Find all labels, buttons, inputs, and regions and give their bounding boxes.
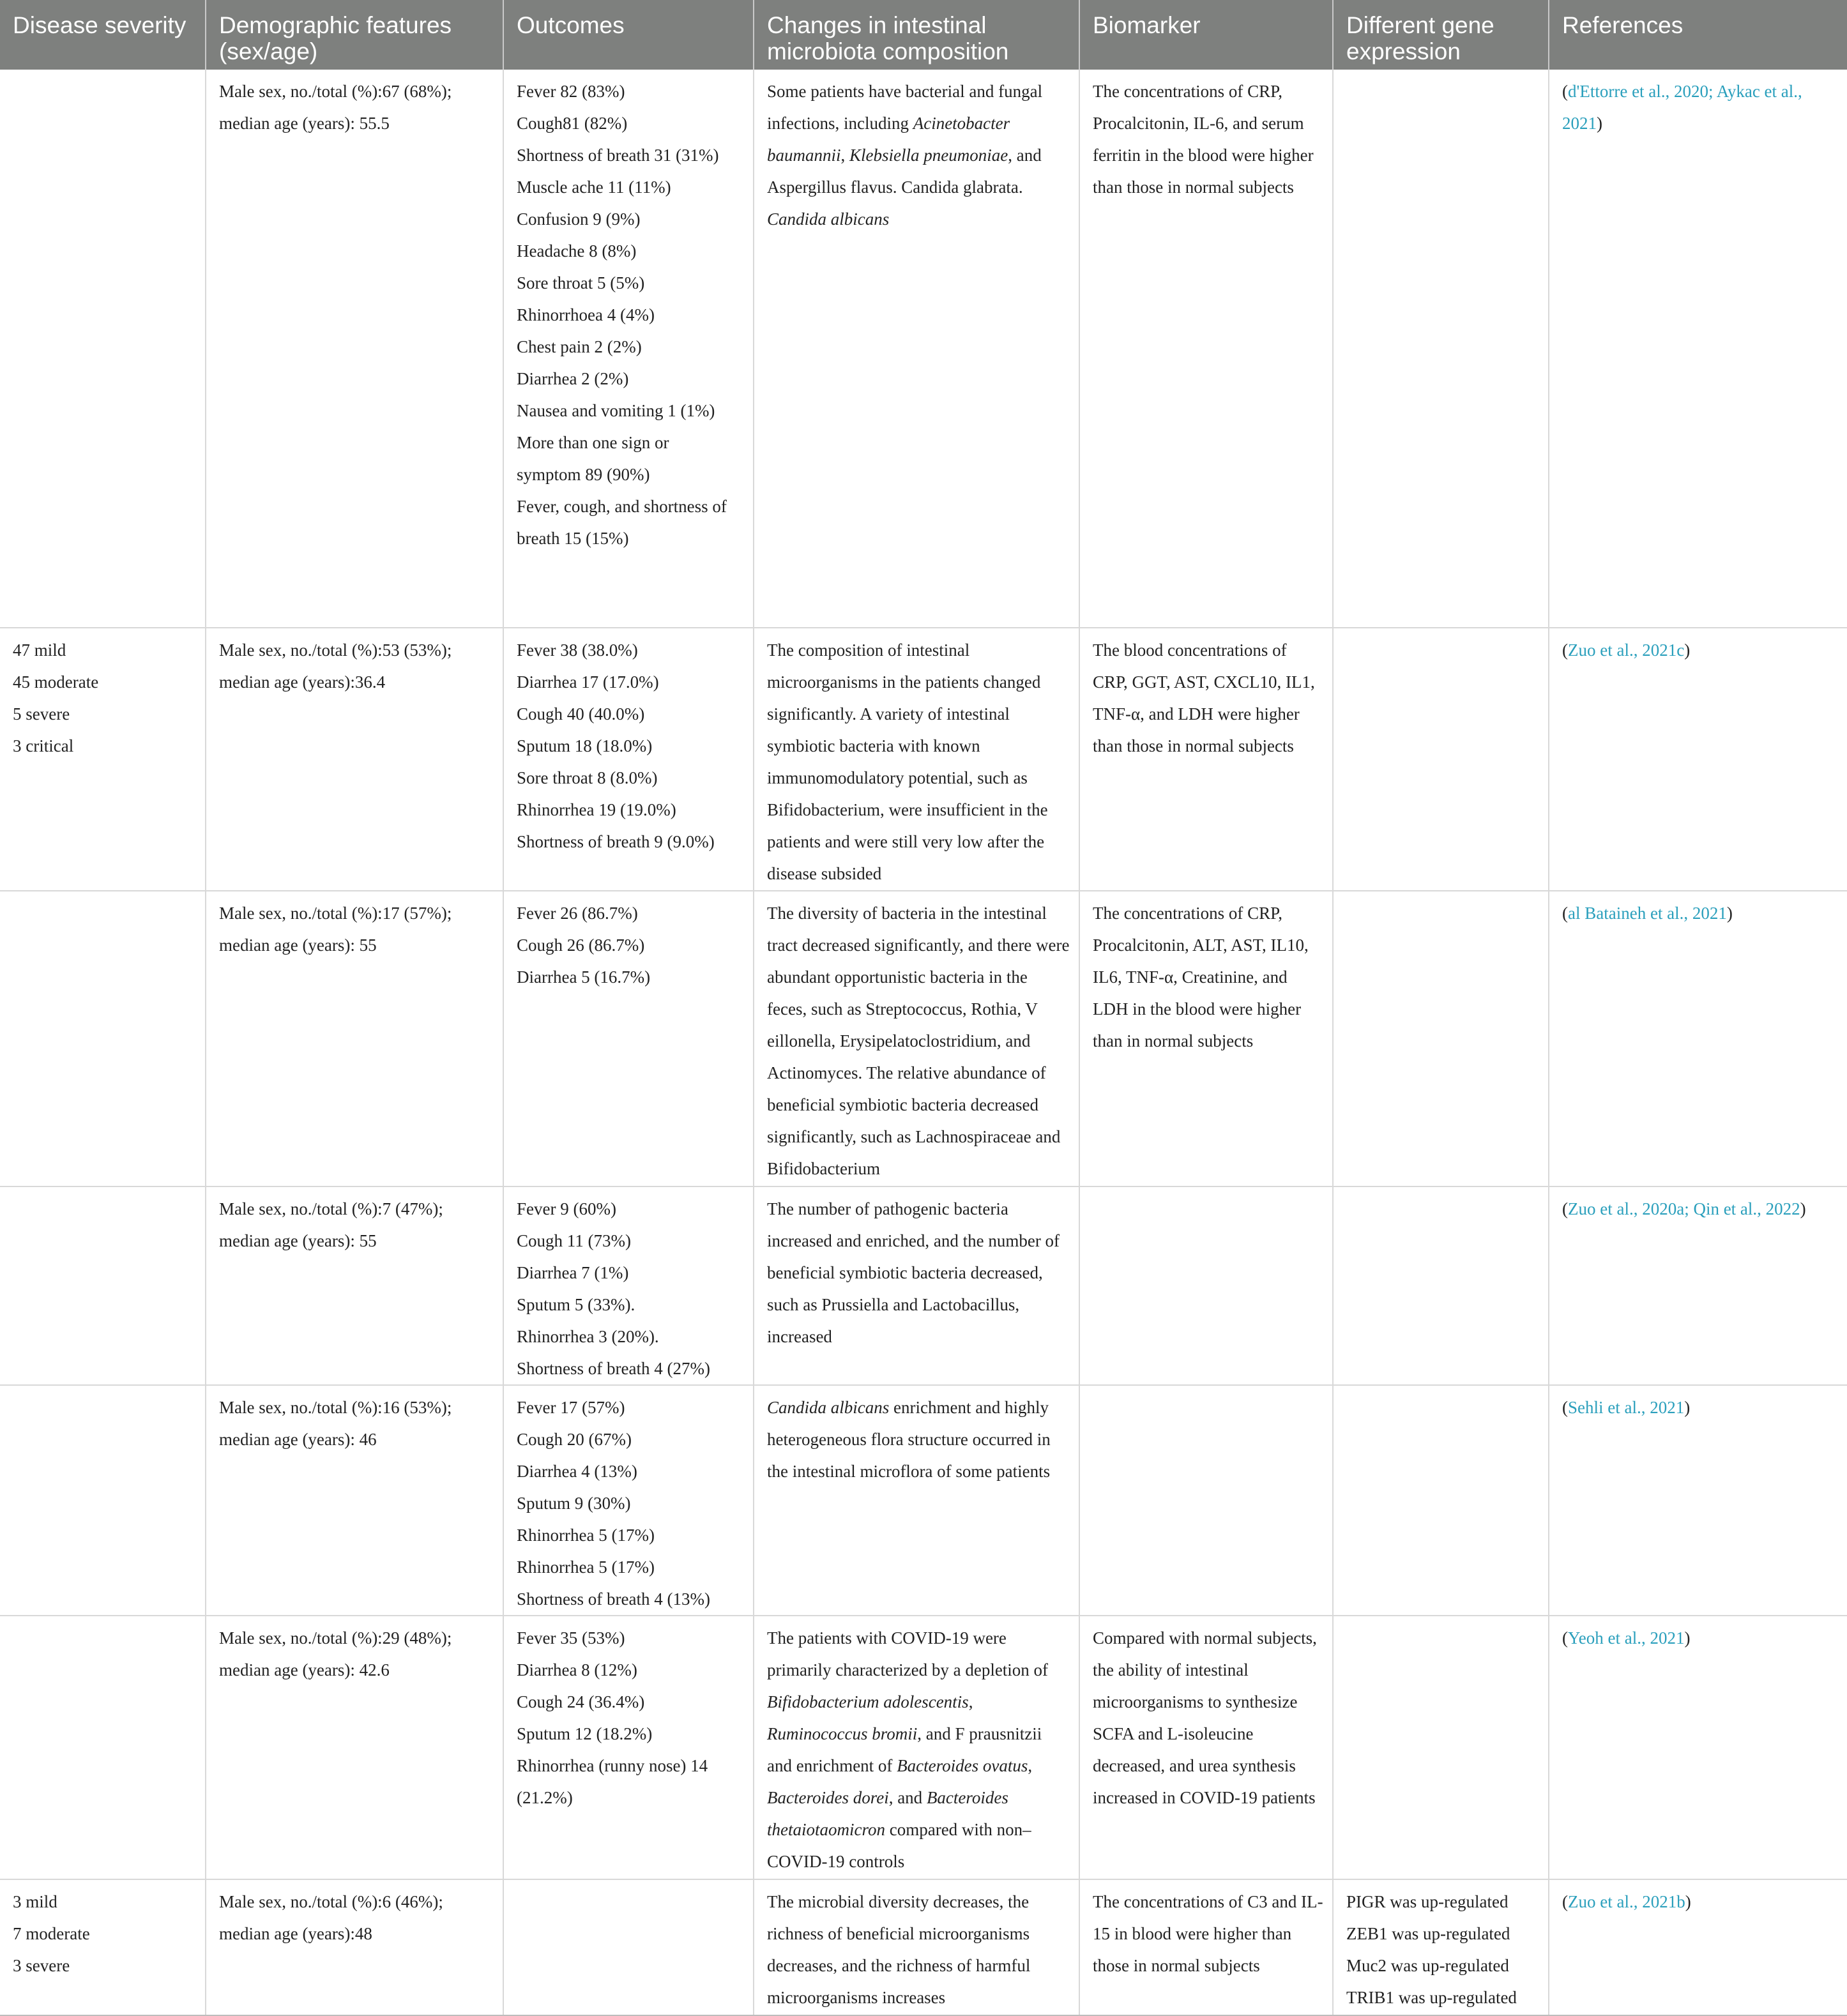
- demographics-age: median age (years): 46: [219, 1430, 377, 1449]
- outcome-item: Rhinorrhea (runny nose) 14: [517, 1756, 708, 1775]
- outcome-item: Sputum 12 (18.2%): [517, 1724, 653, 1743]
- demographics-cell: [206, 1879, 503, 2015]
- references-cell: (Sehli et al., 2021): [1549, 1385, 1847, 1616]
- gene-expression-cell: [1333, 1879, 1549, 2015]
- demographics-sex: Male sex, no./total (%):67 (68%);: [219, 82, 452, 101]
- table-row: [0, 1879, 1847, 2015]
- references-cell: (Yeoh et al., 2021): [1549, 1616, 1847, 1879]
- microbiota-text: ,: [840, 146, 850, 165]
- organism-name: Klebsiella pneumoniae: [849, 146, 1008, 165]
- gene-item: TRIB1 was up-regulated: [1346, 1988, 1517, 2007]
- reference-link[interactable]: Zuo et al., 2021c: [1568, 640, 1685, 660]
- gene-expression-cell: [1333, 1385, 1549, 1616]
- demographics-age: median age (years): 55: [219, 1231, 377, 1250]
- references-cell: (Zuo et al., 2021b): [1549, 1879, 1847, 2015]
- outcome-item: Shortness of breath 31 (31%): [517, 146, 719, 165]
- gene-expression-cell: [1333, 70, 1549, 628]
- biomarker-cell: The concentrations of CRP, Procalcitonin, IL-6, and serum ferritin in the blood were higher than those in normal subjects: [1079, 70, 1333, 628]
- outcome-item: Headache 8 (8%): [517, 241, 637, 261]
- outcome-item: Diarrhea 7 (1%): [517, 1263, 629, 1282]
- reference-link[interactable]: al Bataineh et al., 2021: [1568, 904, 1727, 923]
- demographics-cell: [206, 628, 503, 891]
- outcome-item: Nausea and vomiting 1 (1%): [517, 401, 715, 420]
- biomarker-cell: Compared with normal subjects, the ability of intestinal microorganisms to synthesize SCFA and L-isoleucine decreased, and urea synthesis increased in COVID-19 patients: [1079, 1616, 1333, 1879]
- outcome-item: Fever 38 (38.0%): [517, 640, 638, 660]
- header-gene-expression: Different gene expression: [1333, 0, 1549, 70]
- outcome-item: Rhinorrhea 5 (17%): [517, 1526, 655, 1545]
- outcome-item: Diarrhea 2 (2%): [517, 369, 629, 388]
- biomarker-cell: The blood concentrations of CRP, GGT, AST, CXCL10, IL1, TNF-α, and LDH were higher than those in normal subjects: [1079, 628, 1333, 891]
- outcome-item: Sputum 18 (18.0%): [517, 736, 653, 755]
- outcomes-cell: [503, 70, 754, 628]
- severity-cell: [0, 70, 206, 628]
- reference-link[interactable]: Sehli et al., 2021: [1568, 1398, 1685, 1417]
- biomarker-cell: [1079, 1186, 1333, 1385]
- outcome-item: Shortness of breath 4 (27%): [517, 1359, 710, 1378]
- outcome-item: Sputum 5 (33%).: [517, 1295, 635, 1314]
- demographics-age: median age (years): 55: [219, 936, 377, 955]
- outcomes-cell: [503, 628, 754, 891]
- header-microbiota-changes: Changes in intestinal microbiota composition: [754, 0, 1079, 70]
- demographics-sex: Male sex, no./total (%):16 (53%);: [219, 1398, 452, 1417]
- outcome-item: Shortness of breath 4 (13%): [517, 1589, 710, 1609]
- table-row: [0, 70, 1847, 628]
- header-demographic-features: Demographic features (sex/age): [206, 0, 503, 70]
- demographics-cell: [206, 891, 503, 1186]
- header-outcomes: Outcomes: [503, 0, 754, 70]
- references-cell: (al Bataineh et al., 2021): [1549, 891, 1847, 1186]
- severity-cell: [0, 1385, 206, 1616]
- outcomes-cell: [503, 1616, 754, 1879]
- demographics-cell: [206, 1385, 503, 1616]
- biomarker-cell: The concentrations of C3 and IL-15 in blood were higher than those in normal subjects: [1079, 1879, 1333, 2015]
- outcome-item: Sore throat 8 (8.0%): [517, 768, 658, 787]
- outcome-item: breath 15 (15%): [517, 529, 629, 548]
- outcome-item: Cough 11 (73%): [517, 1231, 631, 1250]
- outcomes-cell: [503, 1879, 754, 2015]
- reference-link[interactable]: d'Ettorre et al., 2020; Aykac et al., 2021: [1562, 82, 1802, 133]
- table-row: [0, 1385, 1847, 1616]
- demographics-cell: [206, 1616, 503, 1879]
- table-header-row: [0, 0, 1847, 70]
- outcome-item: Chest pain 2 (2%): [517, 337, 642, 356]
- references-cell: (Zuo et al., 2021c): [1549, 628, 1847, 891]
- header-biomarker: Biomarker: [1079, 0, 1333, 70]
- outcome-item: Fever 35 (53%): [517, 1628, 625, 1648]
- severity-item: 47 mild: [13, 640, 66, 660]
- references-cell: (Zuo et al., 2020a; Qin et al., 2022): [1549, 1186, 1847, 1385]
- organism-name: Bacteroides dorei: [767, 1788, 889, 1807]
- outcome-item: Diarrhea 17 (17.0%): [517, 672, 659, 692]
- severity-item: 7 moderate: [13, 1924, 90, 1943]
- outcome-item: Cough 20 (67%): [517, 1430, 632, 1449]
- severity-cell: [0, 1186, 206, 1385]
- microbiota-text: ,: [1028, 1756, 1033, 1775]
- gene-expression-cell: [1333, 1616, 1549, 1879]
- microbiota-cell: The microbial diversity decreases, the richness of beneficial microorganisms decreases, and the richness of harmful microorganisms increases: [754, 1879, 1079, 2015]
- microbiota-text: , and F prausnitzii and enrichment of: [767, 1724, 1042, 1775]
- severity-item: 3 critical: [13, 736, 74, 755]
- reference-link[interactable]: Yeoh et al., 2021: [1568, 1628, 1685, 1648]
- demographics-age: median age (years):36.4: [219, 672, 386, 692]
- demographics-age: median age (years):48: [219, 1924, 372, 1943]
- demographics-sex: Male sex, no./total (%):29 (48%);: [219, 1628, 452, 1648]
- outcome-item: Rhinorrhea 5 (17%): [517, 1557, 655, 1577]
- outcome-item: Fever 82 (83%): [517, 82, 625, 101]
- reference-link[interactable]: Zuo et al., 2020a; Qin et al., 2022: [1568, 1199, 1800, 1218]
- microbiota-text: , and: [888, 1788, 927, 1807]
- severity-item: 3 severe: [13, 1956, 70, 1975]
- outcome-item: More than one sign or: [517, 433, 669, 452]
- demographics-sex: Male sex, no./total (%):53 (53%);: [219, 640, 452, 660]
- organism-name: Bifidobacterium adolescentis: [767, 1692, 969, 1711]
- outcome-item: Diarrhea 5 (16.7%): [517, 967, 651, 987]
- outcome-item: Fever 26 (86.7%): [517, 904, 638, 923]
- outcome-item: Cough81 (82%): [517, 114, 628, 133]
- organism-name: Acinetobacter baumannii: [767, 114, 1010, 165]
- microbiota-text: , and Aspergillus flavus. Candida glabrata.: [767, 146, 1042, 197]
- organism-name: Ruminococcus bromii: [767, 1724, 918, 1743]
- biomarker-cell: [1079, 1385, 1333, 1616]
- organism-name: Candida albicans: [767, 1398, 890, 1417]
- gene-item: PIGR was up-regulated: [1346, 1892, 1509, 1911]
- outcome-item: Fever 9 (60%): [517, 1199, 616, 1218]
- severity-item: 5 severe: [13, 704, 70, 724]
- microbiota-text: Some patients have bacterial and fungal infections, including: [767, 82, 1043, 133]
- microbiota-text: enrichment and highly heterogeneous flora structure occurred in the intestinal microflora of some patients: [767, 1398, 1051, 1481]
- table-row: [0, 891, 1847, 1186]
- microbiota-cell: The diversity of bacteria in the intestinal tract decreased significantly, and there were abundant opportunistic bacteria in the feces, such as Streptococcus, Rothia, V eillonella, Erysipelatoclostridium, and Actinomyces. The relative abundance of beneficial symbiotic bacteria decreased significantly, such as Lachnospiraceae and Bifidobacterium: [754, 891, 1079, 1186]
- table-row: [0, 1186, 1847, 1385]
- demographics-cell: [206, 70, 503, 628]
- outcome-item: symptom 89 (90%): [517, 465, 650, 484]
- demographics-age: median age (years): 42.6: [219, 1660, 390, 1679]
- outcome-item: Cough 40 (40.0%): [517, 704, 645, 724]
- outcome-item: (21.2%): [517, 1788, 573, 1807]
- references-cell: (d'Ettorre et al., 2020; Aykac et al., 2021): [1549, 70, 1847, 628]
- microbiota-cell: The composition of intestinal microorganisms in the patients changed significantly. A variety of intestinal symbiotic bacteria with known immunomodulatory potential, such as Bifidobacterium, were insufficient in the patients and were still very low after the disease subsided: [754, 628, 1079, 891]
- reference-link[interactable]: Zuo et al., 2021b: [1568, 1892, 1685, 1911]
- gene-expression-cell: [1333, 891, 1549, 1186]
- demographics-sex: Male sex, no./total (%):17 (57%);: [219, 904, 452, 923]
- header-disease-severity: Disease severity: [0, 0, 206, 70]
- demographics-sex: Male sex, no./total (%):6 (46%);: [219, 1892, 443, 1911]
- outcome-item: Confusion 9 (9%): [517, 209, 641, 229]
- outcome-item: Cough 26 (86.7%): [517, 936, 645, 955]
- organism-name: Bacteroides ovatus: [897, 1756, 1028, 1775]
- microbiota-cell: The number of pathogenic bacteria increased and enriched, and the number of beneficial symbiotic bacteria decreased, such as Prussiella and Lactobacillus, increased: [754, 1186, 1079, 1385]
- outcome-item: Fever, cough, and shortness of: [517, 497, 727, 516]
- outcome-item: Diarrhea 8 (12%): [517, 1660, 637, 1679]
- severity-cell: [0, 1616, 206, 1879]
- outcome-item: Rhinorrhea 3 (20%).: [517, 1327, 659, 1346]
- outcome-item: Sputum 9 (30%): [517, 1494, 631, 1513]
- severity-cell: [0, 628, 206, 891]
- microbiota-cell: [754, 1616, 1079, 1879]
- biomarker-cell: The concentrations of CRP, Procalcitonin, ALT, AST, IL10, IL6, TNF-α, Creatinine, and LDH in the blood were higher than in normal subjects: [1079, 891, 1333, 1186]
- outcome-item: Rhinorrhea 19 (19.0%): [517, 800, 676, 819]
- outcome-item: Muscle ache 11 (11%): [517, 178, 671, 197]
- organism-name: Bacteroides thetaiotaomicron: [767, 1788, 1008, 1839]
- outcome-item: Shortness of breath 9 (9.0%): [517, 832, 715, 851]
- demographics-age: median age (years): 55.5: [219, 114, 390, 133]
- microbiota-cell: [754, 1385, 1079, 1616]
- outcome-item: Rhinorrhoea 4 (4%): [517, 305, 655, 324]
- microbiota-cell: [754, 70, 1079, 628]
- gene-expression-cell: [1333, 628, 1549, 891]
- outcomes-cell: [503, 1186, 754, 1385]
- severity-item: 45 moderate: [13, 672, 99, 692]
- microbiota-text: compared with non–COVID-19 controls: [767, 1820, 1031, 1871]
- gene-item: Muc2 was up-regulated: [1346, 1956, 1509, 1975]
- outcome-item: Diarrhea 4 (13%): [517, 1462, 637, 1481]
- microbiota-text: ,: [968, 1692, 973, 1711]
- demographics-cell: [206, 1186, 503, 1385]
- severity-cell: [0, 891, 206, 1186]
- severity-cell: [0, 1879, 206, 2015]
- outcome-item: Fever 17 (57%): [517, 1398, 625, 1417]
- severity-item: 3 mild: [13, 1892, 57, 1911]
- organism-name: Candida albicans: [767, 209, 890, 229]
- table-row: [0, 1616, 1847, 1879]
- header-references: References: [1549, 0, 1847, 70]
- table-row: [0, 628, 1847, 891]
- gene-item: ZEB1 was up-regulated: [1346, 1924, 1510, 1943]
- outcome-item: Sore throat 5 (5%): [517, 273, 645, 292]
- outcomes-cell: [503, 1385, 754, 1616]
- demographics-sex: Male sex, no./total (%):7 (47%);: [219, 1199, 443, 1218]
- microbiota-text: The patients with COVID-19 were primarily characterized by a depletion of: [767, 1628, 1049, 1679]
- gene-expression-cell: [1333, 1186, 1549, 1385]
- outcomes-cell: [503, 891, 754, 1186]
- outcome-item: Cough 24 (36.4%): [517, 1692, 645, 1711]
